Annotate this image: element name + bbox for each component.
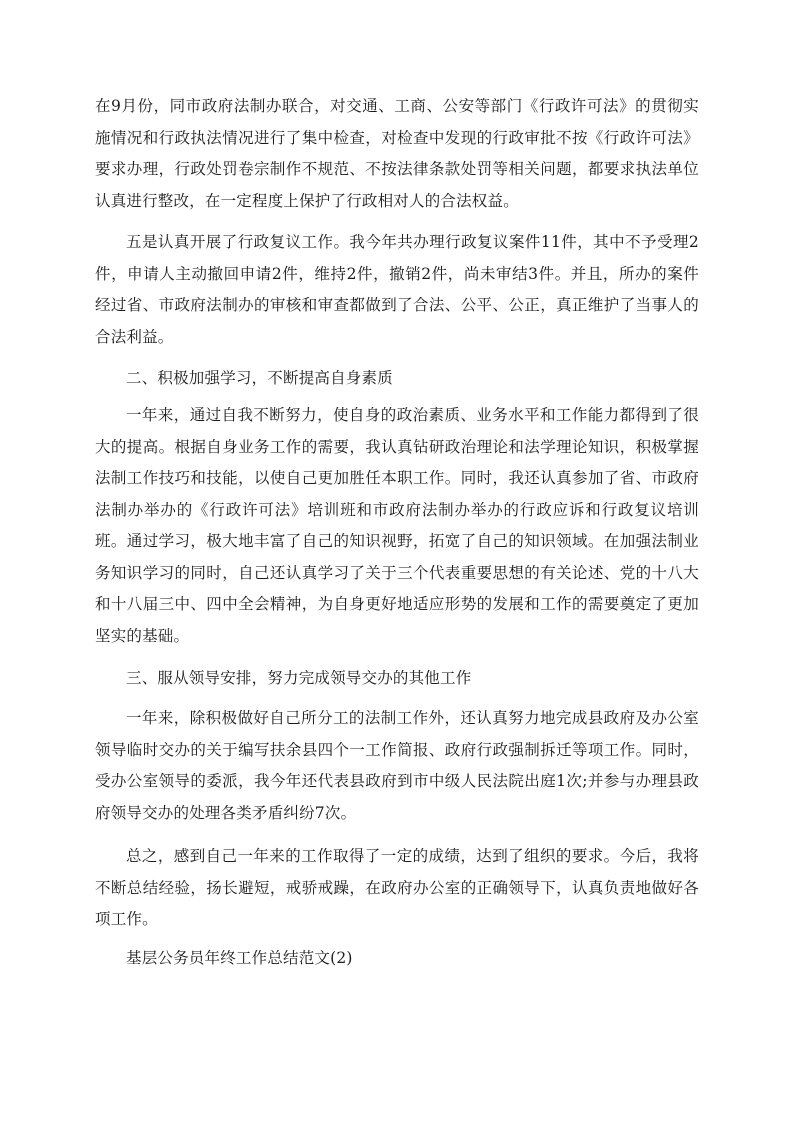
section-heading-study: 二、积极加强学习，不断提高自身素质 [126, 369, 393, 387]
next-article-title: 基层公务员年终工作总结范文(2) [126, 949, 353, 967]
paragraph-conclusion: 总之，感到自己一年来的工作取得了一定的成绩，达到了组织的要求。今后，我将不断总结经验，扬长避短，戒骄戒躁，在政府办公室的正确领导下，认真负责地做好各项工作。 [95, 847, 699, 928]
paragraph-other-work: 一年来，除积极做好自己所分工的法制工作外，还认真努力地完成县政府及办公室领导临时交办的关于编写扶余县四个一工作简报、政府行政强制拆迁等项工作。同时，受办公室领导的委派，我今年还代表县政府到市中级人民法院出庭1次;并参与办理县政府领导交办的处理各类矛盾纠纷7次。 [95, 709, 699, 822]
paragraph-inspection: 在9月份，同市政府法制办联合，对交通、工商、公安等部门《行政许可法》的贯彻实施情况和行政执法情况进行了集中检查，对检查中发现的行政审批不按《行政许可法》要求办理，行政处罚卷宗制作不规范、不按法律条款处罚等相关问题，都要求执法单位认真进行整改，在一定程度上保护了行政相对人的合法权益。 [95, 97, 699, 210]
paragraph-study: 一年来，通过自我不断努力，使自身的政治素质、业务水平和工作能力都得到了很大的提高。根据自身业务工作的需要，我认真钻研政治理论和法学理论知识，积极掌握法制工作技巧和技能，以使自己更加胜任本职工作。同时，我还认真参加了省、市政府法制办举办的《行政许可法》培训班和市政府法制办举办的行政应诉和行政复议培训班。通过学习，极大地丰富了自己的知识视野，拓宽了自己的知识领域。在加强法制业务知识学习的同时，自己还认真学习了关于三个代表重要思想的有关论述、党的十八大和十八届三中、四中全会精神，为自身更好地适应形势的发展和工作的需要奠定了更加坚实的基础。 [95, 406, 699, 645]
paragraph-administrative-review: 五是认真开展了行政复议工作。我今年共办理行政复议案件11件，其中不予受理2件，申请人主动撤回申请2件，维持2件，撤销2件，尚未审结3件。并且，所办的案件经过省、市政府法制办的审核和审查都做到了合法、公平、公正，真正维护了当事人的合法利益。 [95, 233, 699, 346]
section-heading-other-work: 三、服从领导安排，努力完成领导交办的其他工作 [126, 669, 472, 687]
